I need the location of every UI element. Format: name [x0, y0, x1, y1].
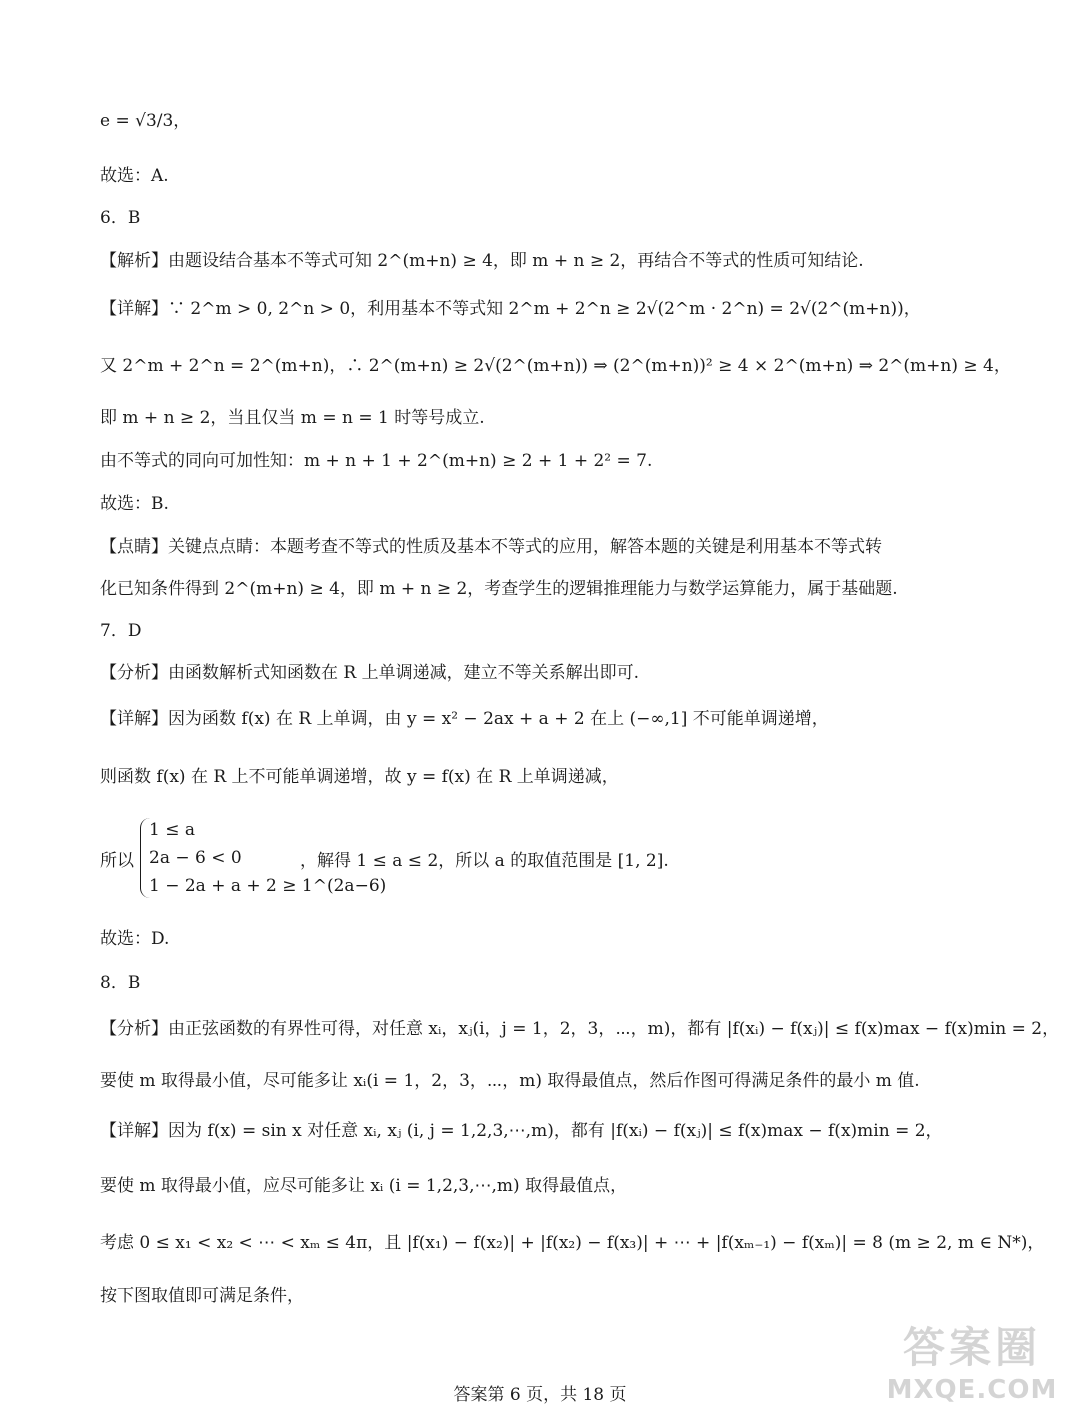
text-line-q6-title: 6．B	[100, 208, 141, 228]
text-line-q7-title: 7．D	[100, 621, 142, 641]
text-line-q7-result: ，解得 1 ≤ a ≤ 2，所以 a 的取值范围是 [1, 2].	[300, 851, 669, 871]
system-row-3: 1 − 2a + a + 2 ≥ 1^(2a−6)	[149, 876, 387, 896]
system-row-1: 1 ≤ a	[149, 820, 196, 840]
text-line-q6-analysis: 【解析】由题设结合基本不等式可知 2^(m+n) ≥ 4，即 m + n ≥ 2，再结合不等式的性质可知结论.	[100, 251, 864, 271]
text-line-q7-so: 所以	[100, 851, 134, 871]
text-line-q8-detail4: 按下图取值即可满足条件，	[100, 1286, 304, 1306]
text-line-q6-detail1: 【详解】∵ 2^m > 0, 2^n > 0，利用基本不等式知 2^m + 2^n ≥ 2√(2^m · 2^n) = 2√(2^(m+n))，	[100, 299, 921, 319]
text-line-q7-detail1: 【详解】因为函数 f(x) 在 R 上单调，由 y = x² − 2ax + a + 2 在上 (−∞,1] 不可能单调递增，	[100, 709, 829, 729]
watermark-en: MXQE.COM	[886, 1375, 1058, 1405]
text-line-q6-detail4: 由不等式的同向可加性知：m + n + 1 + 2^(m+n) ≥ 2 + 1 + 2² = 7.	[100, 451, 653, 471]
text-line-q6-detail3: 即 m + n ≥ 2，当且仅当 m = n = 1 时等号成立.	[100, 408, 485, 428]
watermark-logo	[882, 1315, 1062, 1405]
watermark-cn: 答案圈	[902, 1323, 1041, 1372]
text-line-choose-b1: 故选：B.	[100, 494, 169, 514]
text-line-q6-note2: 化已知条件得到 2^(m+n) ≥ 4，即 m + n ≥ 2，考查学生的逻辑推理能力与数学运算能力，属于基础题.	[100, 579, 898, 599]
page-footer: 答案第 6 页，共 18 页	[453, 1385, 627, 1405]
text-line-q8-detail3: 考虑 0 ≤ x₁ < x₂ < ⋯ < xₘ ≤ 4π，且 |f(x₁) − f(x₂)| + |f(x₂) − f(x₃)| + ⋯ + |f(xₘ₋₁) − f(xₘ)| = 8 (m ≥ 2, m ∈ N*)，	[100, 1233, 1045, 1253]
text-line-q8-detail1: 【详解】因为 f(x) = sin x 对任意 xᵢ, xⱼ (i, j = 1,2,3,⋯,m)，都有 |f(xᵢ) − f(xⱼ)| ≤ f(x)max − f(x)min = 2，	[100, 1121, 943, 1141]
text-line-q8-analysis1: 【分析】由正弦函数的有界性可得，对任意 xᵢ，xⱼ(i，j = 1，2，3，⋯，m)，都有 |f(xᵢ) − f(xⱼ)| ≤ f(x)max − f(x)min = 2，	[100, 1019, 1060, 1039]
text-line-e-value: e = √3/3，	[100, 111, 191, 131]
text-line-q6-detail2: 又 2^m + 2^n = 2^(m+n)，∴ 2^(m+n) ≥ 2√(2^(m+n)) ⇒ (2^(m+n))² ≥ 4 × 2^(m+n) ⇒ 2^(m+n) ≥ 4，	[100, 356, 1011, 376]
text-line-q8-title: 8．B	[100, 973, 141, 993]
text-line-q6-note1: 【点睛】关键点点睛：本题考查不等式的性质及基本不等式的应用，解答本题的关键是利用基本不等式转	[100, 537, 882, 557]
text-line-choose-a: 故选：A.	[100, 166, 169, 186]
text-line-q8-detail2: 要使 m 取得最小值，应尽可能多让 xᵢ (i = 1,2,3,⋯,m) 取得最值点，	[100, 1176, 628, 1196]
system-row-2: 2a − 6 < 0	[149, 848, 242, 868]
text-line-q7-analysis: 【分析】由函数解析式知函数在 R 上单调递减，建立不等关系解出即可.	[100, 663, 640, 683]
inequality-system	[140, 818, 387, 898]
text-line-choose-d: 故选：D.	[100, 929, 170, 949]
text-line-q8-analysis2: 要使 m 取得最小值，尽可能多让 xᵢ(i = 1，2，3，⋯，m) 取得最值点，然后作图可得满足条件的最小 m 值.	[100, 1071, 920, 1091]
text-line-q7-detail2: 则函数 f(x) 在 R 上不可能单调递增，故 y = f(x) 在 R 上单调递减，	[100, 767, 619, 787]
